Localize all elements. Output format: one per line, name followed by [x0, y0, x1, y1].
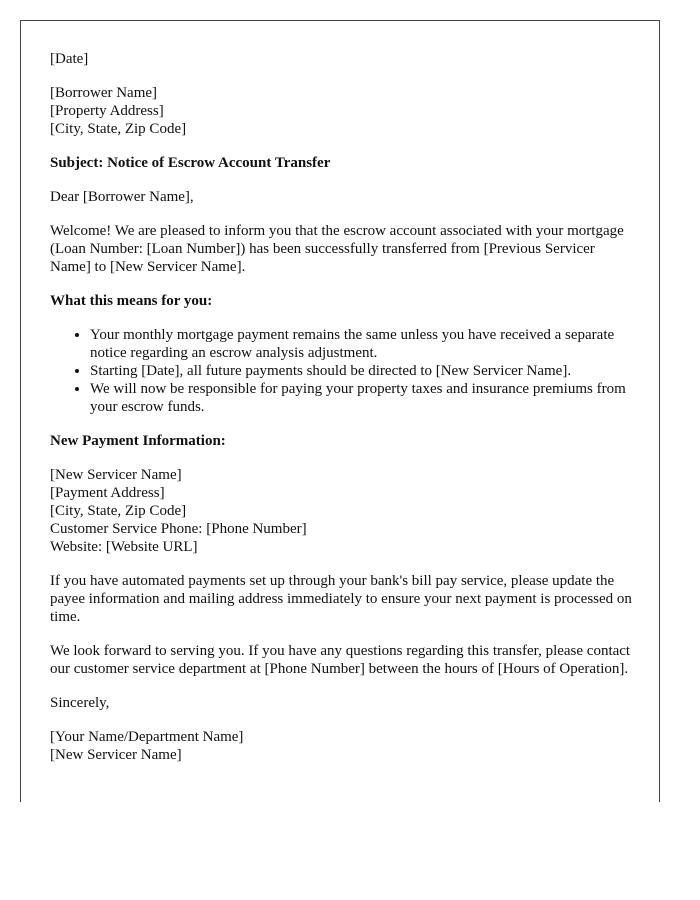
subject-line: Subject: Notice of Escrow Account Transfer [50, 155, 331, 171]
list-item: • We will now be responsible for paying your property taxes and insurance premiums from your escrow funds. [90, 380, 635, 416]
date-block [50, 50, 635, 68]
intro-paragraph: Welcome! We are pleased to inform you that the escrow account associated with your mortgage (Loan Number: [Loan Number]) has been successfully transferred from [Previous Servicer Name] to [New Servicer Name]. [50, 223, 624, 275]
payment-servicer: [New Servicer Name] [50, 467, 182, 483]
list-item: • Your monthly mortgage payment remains the same unless you have received a separate notice regarding an escrow analysis adjustment. [90, 326, 635, 362]
letter-body [50, 50, 635, 780]
payment-phone: Customer Service Phone: [Phone Number] [50, 521, 307, 537]
list-item: • Starting [Date], all future payments should be directed to [New Servicer Name]. [90, 362, 635, 380]
recipient-address: [Property Address] [50, 103, 164, 119]
letter-page [20, 20, 660, 802]
salutation: Dear [Borrower Name], [50, 189, 194, 205]
recipient-name: [Borrower Name] [50, 85, 158, 101]
recipient-city-state-zip: [City, State, Zip Code] [50, 121, 187, 137]
signature-name: [Your Name/Department Name] [50, 729, 244, 745]
payment-heading: New Payment Information: [50, 433, 226, 449]
autopay-paragraph: If you have automated payments set up through your bank's bill pay service, please update the payee information and mailing address immediately to ensure your next payment is processed on time. [50, 573, 632, 625]
payment-city-state-zip: [City, State, Zip Code] [50, 503, 187, 519]
signature-block [50, 728, 635, 764]
payment-address: [Payment Address] [50, 485, 165, 501]
means-heading: What this means for you: [50, 293, 213, 309]
means-list [50, 326, 635, 416]
signoff: Sincerely, [50, 695, 110, 711]
signature-company: [New Servicer Name] [50, 747, 182, 763]
letter-date: [Date] [50, 51, 89, 67]
payment-website: Website: [Website URL] [50, 539, 198, 555]
closing-paragraph: We look forward to serving you. If you have any questions regarding this transfer, please contact our customer service department at [Phone Number] between the hours of [Hours of Operation]. [50, 643, 631, 677]
payment-info-block [50, 466, 635, 556]
recipient-address-block [50, 84, 635, 138]
